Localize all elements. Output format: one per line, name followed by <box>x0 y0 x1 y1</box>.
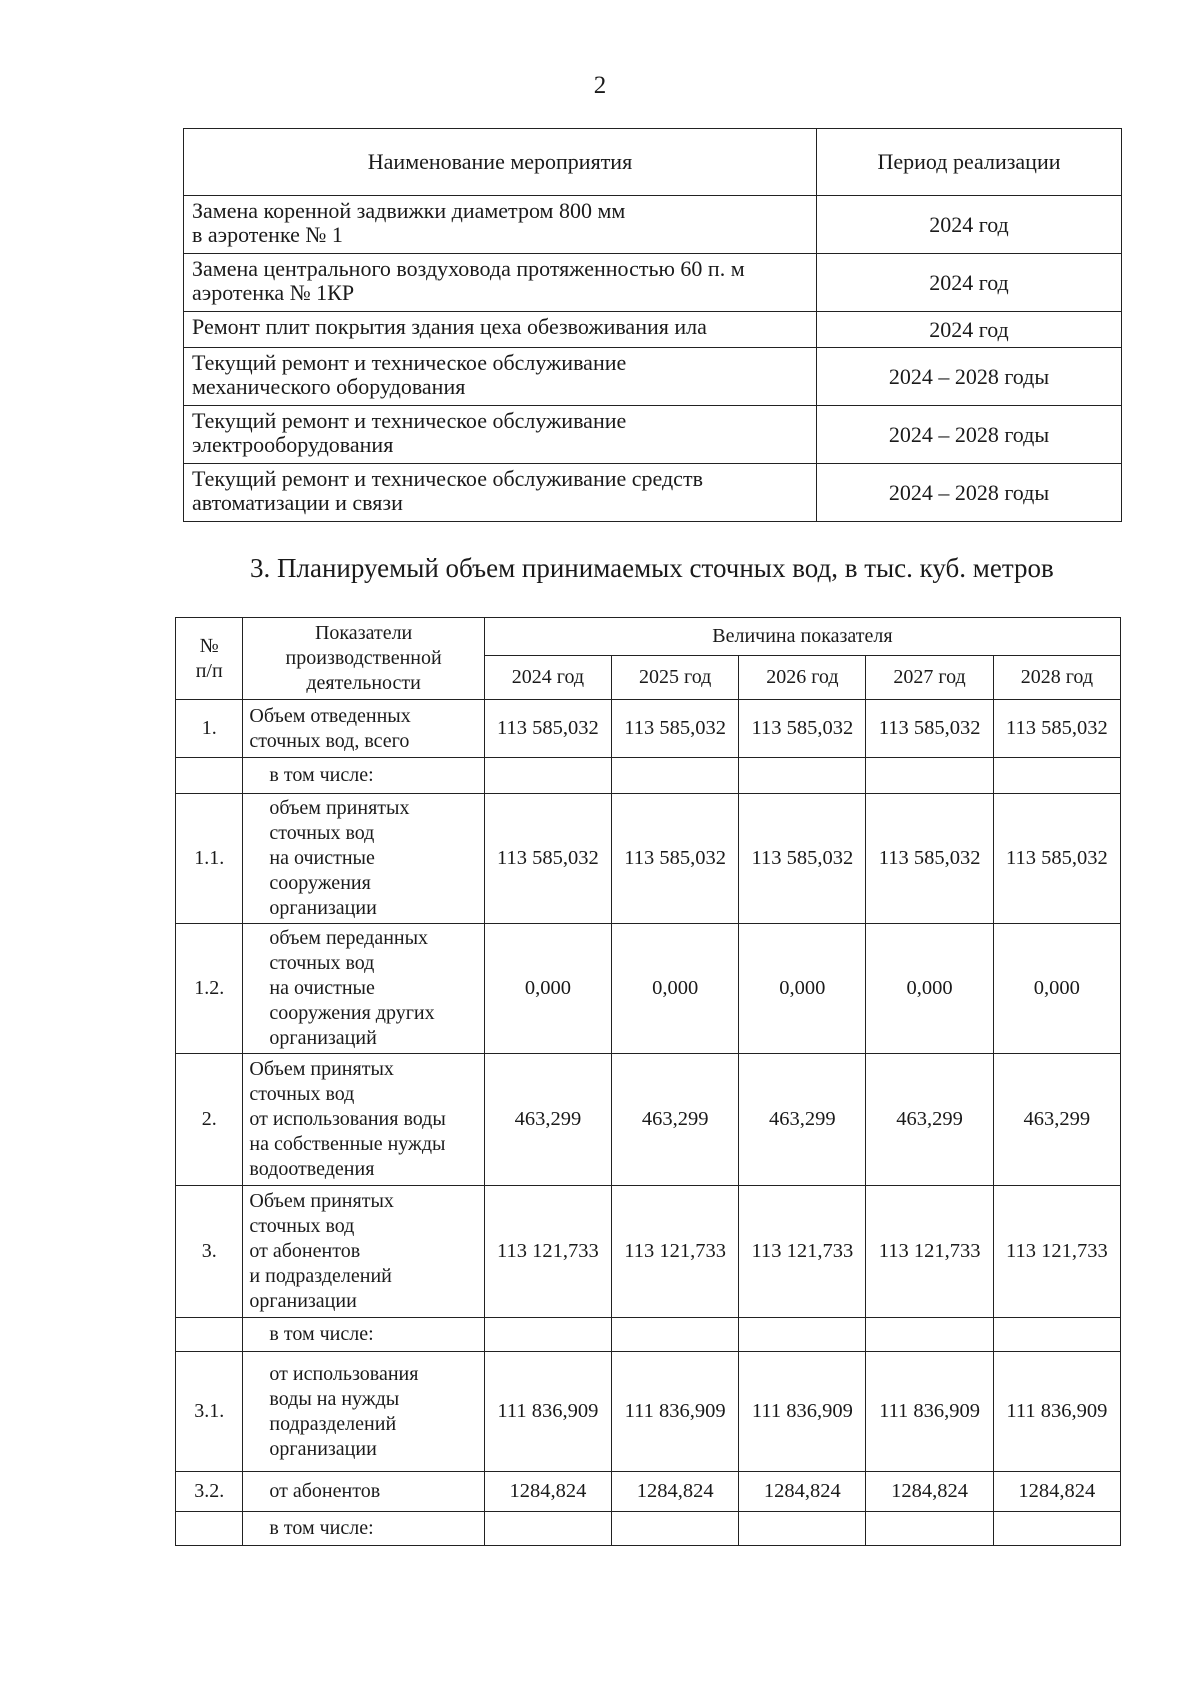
activity-name-line: в аэротенке № 1 <box>192 222 343 247</box>
indicator-label-line: организации <box>269 897 377 919</box>
volume-table <box>175 617 1121 1546</box>
indicator-label <box>243 700 484 758</box>
indicator-value: 113 585,032 <box>484 794 611 924</box>
indicator-value: 111 836,909 <box>612 1352 739 1472</box>
indicator-label <box>243 924 484 1054</box>
indicator-value: 113 585,032 <box>612 794 739 924</box>
indicator-value <box>993 1512 1120 1546</box>
indicator-label-line: сточных вод <box>269 952 375 974</box>
indicator-label-line: Объем принятых <box>249 1190 394 1212</box>
indicator-label-line: Объем принятых <box>249 1058 394 1080</box>
indicator-label-line: в том числе: <box>269 764 374 786</box>
activity-name-line: электрооборудования <box>192 432 394 457</box>
activity-period: 2024 год <box>817 196 1122 254</box>
num-header-line: № <box>199 634 219 657</box>
activity-row <box>184 348 1122 406</box>
indicator-value <box>993 758 1120 794</box>
num-header-line: п/п <box>195 659 223 682</box>
activity-period-header: Период реализации <box>817 129 1122 196</box>
row-number: 1.1. <box>176 794 243 924</box>
activity-row <box>184 254 1122 312</box>
activity-name <box>184 254 817 312</box>
indicator-value: 0,000 <box>739 924 866 1054</box>
activity-row <box>184 312 1122 348</box>
indicator-value: 1284,824 <box>612 1472 739 1512</box>
volume-row <box>176 1512 1121 1546</box>
indicator-value <box>612 1318 739 1352</box>
activity-name-line: Замена центрального воздуховода протяженностью 60 п. м <box>192 256 745 281</box>
indicator-label-line: от абонентов <box>269 1480 381 1502</box>
activities-table <box>183 128 1122 522</box>
year-header: 2024 год <box>484 656 611 700</box>
activity-name-line: автоматизации и связи <box>192 490 403 515</box>
indicator-value <box>484 1512 611 1546</box>
row-number: 1. <box>176 700 243 758</box>
indicator-value <box>612 1512 739 1546</box>
indicator-label <box>243 1054 484 1186</box>
indicator-value: 113 585,032 <box>484 700 611 758</box>
indicator-value <box>484 1318 611 1352</box>
indicator-label-line: сооружения других <box>269 1002 435 1024</box>
indicator-label-line: сточных вод, всего <box>249 729 410 752</box>
indicator-value: 113 121,733 <box>866 1186 993 1318</box>
year-header: 2026 год <box>739 656 866 700</box>
year-header: 2025 год <box>612 656 739 700</box>
indicator-label-line: от использования воды <box>249 1108 446 1130</box>
indicator-value: 0,000 <box>612 924 739 1054</box>
row-number: 3.2. <box>176 1472 243 1512</box>
activity-name <box>184 348 817 406</box>
activity-period: 2024 год <box>817 254 1122 312</box>
indicator-label-line: объем переданных <box>269 927 429 949</box>
indicator-value: 111 836,909 <box>866 1352 993 1472</box>
indicator-label-line: воды на нужды <box>269 1387 400 1410</box>
indicator-label <box>243 1318 484 1352</box>
indicator-label-line: от абонентов <box>249 1240 361 1262</box>
indicator-label-line: сточных вод <box>249 1083 355 1105</box>
indicator-label-line: на очистные <box>269 977 375 999</box>
indicator-value: 113 585,032 <box>993 794 1120 924</box>
indicator-value: 0,000 <box>866 924 993 1054</box>
section-title: 3. Планируемый объем принимаемых сточных вод, в тыс. куб. метров <box>250 553 1054 583</box>
indicator-value <box>612 758 739 794</box>
volume-body <box>176 700 1121 1546</box>
indicator-value <box>993 1318 1120 1352</box>
indicator-label-line: в том числе: <box>269 1323 374 1345</box>
activity-name <box>184 196 817 254</box>
activity-period: 2024 – 2028 годы <box>817 464 1122 522</box>
indicator-label <box>243 1352 484 1472</box>
indicator-value <box>866 1512 993 1546</box>
indicator-value: 111 836,909 <box>739 1352 866 1472</box>
volume-row <box>176 1472 1121 1512</box>
row-number: 3. <box>176 1186 243 1318</box>
indicator-value: 1284,824 <box>993 1472 1120 1512</box>
indicator-value: 463,299 <box>484 1054 611 1186</box>
activity-name-line: Замена коренной задвижки диаметром 800 мм <box>192 198 626 223</box>
indicator-value: 113 121,733 <box>612 1186 739 1318</box>
indicator-value <box>739 758 866 794</box>
year-header: 2027 год <box>866 656 993 700</box>
indicator-label-line: водоотведения <box>249 1158 375 1180</box>
indicator-value: 111 836,909 <box>484 1352 611 1472</box>
activities-header-row <box>184 129 1122 196</box>
indicator-value <box>866 1318 993 1352</box>
activity-period: 2024 – 2028 годы <box>817 406 1122 464</box>
activity-name <box>184 312 817 348</box>
indicator-value: 111 836,909 <box>993 1352 1120 1472</box>
volume-header-row <box>176 618 1121 656</box>
indicator-value: 0,000 <box>484 924 611 1054</box>
indicator-value: 463,299 <box>739 1054 866 1186</box>
indicator-label <box>243 794 484 924</box>
activity-name-line: механического оборудования <box>192 374 466 399</box>
indicator-value: 0,000 <box>993 924 1120 1054</box>
row-number <box>176 758 243 794</box>
page-number: 2 <box>593 72 607 99</box>
activity-row <box>184 406 1122 464</box>
indicator-value: 463,299 <box>612 1054 739 1186</box>
row-number <box>176 1318 243 1352</box>
row-number: 1.2. <box>176 924 243 1054</box>
activity-name-line: Текущий ремонт и техническое обслуживание <box>192 350 627 375</box>
indicator-label <box>243 1186 484 1318</box>
indicator-header-line: Показатели <box>314 622 413 644</box>
indicator-value: 113 585,032 <box>739 700 866 758</box>
activity-name-header: Наименование мероприятия <box>184 129 817 196</box>
indicator-label-line: от использования <box>269 1362 419 1385</box>
indicator-label-line: организаций <box>269 1027 377 1049</box>
volume-row <box>176 1352 1121 1472</box>
activity-row <box>184 196 1122 254</box>
indicator-header <box>243 618 484 700</box>
activities-body <box>184 196 1122 522</box>
indicator-header-line: производственной <box>285 647 442 669</box>
indicator-label-line: сооружения <box>269 872 371 894</box>
volume-row <box>176 1054 1121 1186</box>
indicator-value: 463,299 <box>993 1054 1120 1186</box>
activity-period: 2024 год <box>817 312 1122 348</box>
volume-row <box>176 1186 1121 1318</box>
activity-name-line: Текущий ремонт и техническое обслуживание <box>192 408 627 433</box>
activity-name-line: Ремонт плит покрытия здания цеха обезвоживания ила <box>192 314 707 339</box>
indicator-value: 113 585,032 <box>739 794 866 924</box>
activity-period: 2024 – 2028 годы <box>817 348 1122 406</box>
indicator-label-line: организации <box>269 1437 377 1460</box>
volume-row <box>176 700 1121 758</box>
indicator-label <box>243 1472 484 1512</box>
indicator-label-line: сточных вод <box>249 1215 355 1237</box>
volume-row <box>176 794 1121 924</box>
indicator-value <box>739 1512 866 1546</box>
num-header <box>176 618 243 700</box>
indicator-value: 113 121,733 <box>739 1186 866 1318</box>
indicator-value <box>739 1318 866 1352</box>
volume-row <box>176 758 1121 794</box>
activity-name-line: аэротенка № 1КР <box>192 280 355 305</box>
indicator-value: 113 585,032 <box>993 700 1120 758</box>
indicator-value: 113 121,733 <box>993 1186 1120 1318</box>
volume-row <box>176 924 1121 1054</box>
indicator-label <box>243 1512 484 1546</box>
indicator-value: 463,299 <box>866 1054 993 1186</box>
indicator-value: 1284,824 <box>484 1472 611 1512</box>
activity-row <box>184 464 1122 522</box>
indicator-label-line: сточных вод <box>269 822 375 844</box>
indicator-value: 1284,824 <box>739 1472 866 1512</box>
indicator-value: 113 121,733 <box>484 1186 611 1318</box>
row-number <box>176 1512 243 1546</box>
volume-row <box>176 1318 1121 1352</box>
indicator-label-line: Объем отведенных <box>249 704 411 727</box>
indicator-value <box>484 758 611 794</box>
activity-name-line: Текущий ремонт и техническое обслуживание средств <box>192 466 703 491</box>
indicator-value <box>866 758 993 794</box>
indicator-header-line: деятельности <box>306 672 421 694</box>
indicator-value: 1284,824 <box>866 1472 993 1512</box>
row-number: 2. <box>176 1054 243 1186</box>
indicator-label-line: организации <box>249 1290 357 1312</box>
indicator-label-line: на собственные нужды <box>249 1133 446 1155</box>
indicator-value: 113 585,032 <box>612 700 739 758</box>
indicator-value: 113 585,032 <box>866 700 993 758</box>
indicator-label-line: и подразделений <box>249 1265 392 1287</box>
activity-name <box>184 406 817 464</box>
row-number: 3.1. <box>176 1352 243 1472</box>
indicator-label-line: в том числе: <box>269 1517 374 1539</box>
activity-name <box>184 464 817 522</box>
year-header: 2028 год <box>993 656 1120 700</box>
indicator-label-line: объем принятых <box>269 797 410 819</box>
indicator-label-line: подразделений <box>269 1412 397 1435</box>
indicator-label <box>243 758 484 794</box>
indicator-value: 113 585,032 <box>866 794 993 924</box>
value-group-header: Величина показателя <box>484 618 1120 656</box>
indicator-label-line: на очистные <box>269 847 375 869</box>
